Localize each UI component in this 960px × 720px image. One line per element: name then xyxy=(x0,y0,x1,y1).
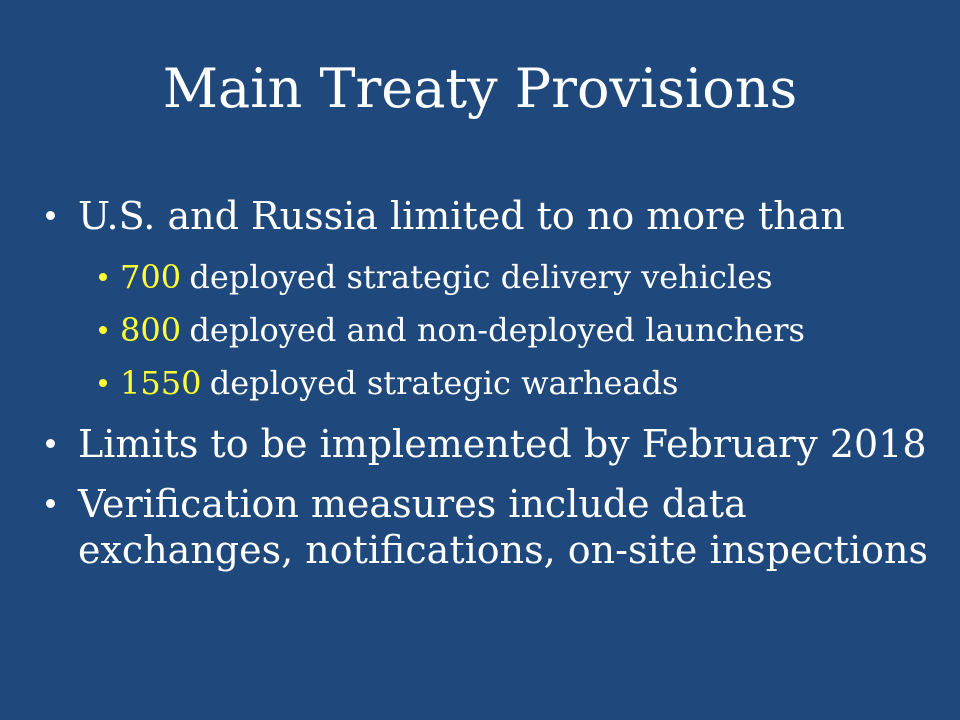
sub-bullet-dot-icon xyxy=(99,273,107,281)
slide-body xyxy=(46,193,950,573)
bullet-dot-icon xyxy=(46,439,55,448)
bullet-limit-intro-text: U.S. and Russia limited to no more than xyxy=(78,194,845,238)
limit-number: 1550 xyxy=(120,364,202,402)
sub-bullet-dot-icon xyxy=(99,326,107,334)
limit-text: deployed strategic delivery vehicles xyxy=(189,258,773,296)
sub-bullet-launchers xyxy=(99,310,950,350)
limit-text: deployed and non-deployed launchers xyxy=(189,311,805,349)
bullet-implementation-text: Limits to be implemented by February 2018 xyxy=(78,422,927,466)
bullet-dot-icon xyxy=(46,211,55,220)
limit-text: deployed strategic warheads xyxy=(209,364,679,402)
bullet-verification-line2: exchanges, notifications, on-site inspections xyxy=(78,528,928,572)
sub-bullet-delivery-vehicles xyxy=(99,257,950,297)
bullet-verification xyxy=(46,481,950,573)
sub-bullet-group xyxy=(99,257,950,403)
sub-bullet-warheads xyxy=(99,363,950,403)
limit-number: 700 xyxy=(120,258,182,296)
bullet-limit-intro xyxy=(46,193,950,239)
slide-title: Main Treaty Provisions xyxy=(162,57,798,120)
bullet-verification-line1: Verification measures include data xyxy=(78,482,747,526)
bullet-implementation xyxy=(46,421,950,467)
limit-number: 800 xyxy=(120,311,182,349)
sub-bullet-dot-icon xyxy=(99,379,107,387)
bullet-dot-icon xyxy=(46,499,55,508)
